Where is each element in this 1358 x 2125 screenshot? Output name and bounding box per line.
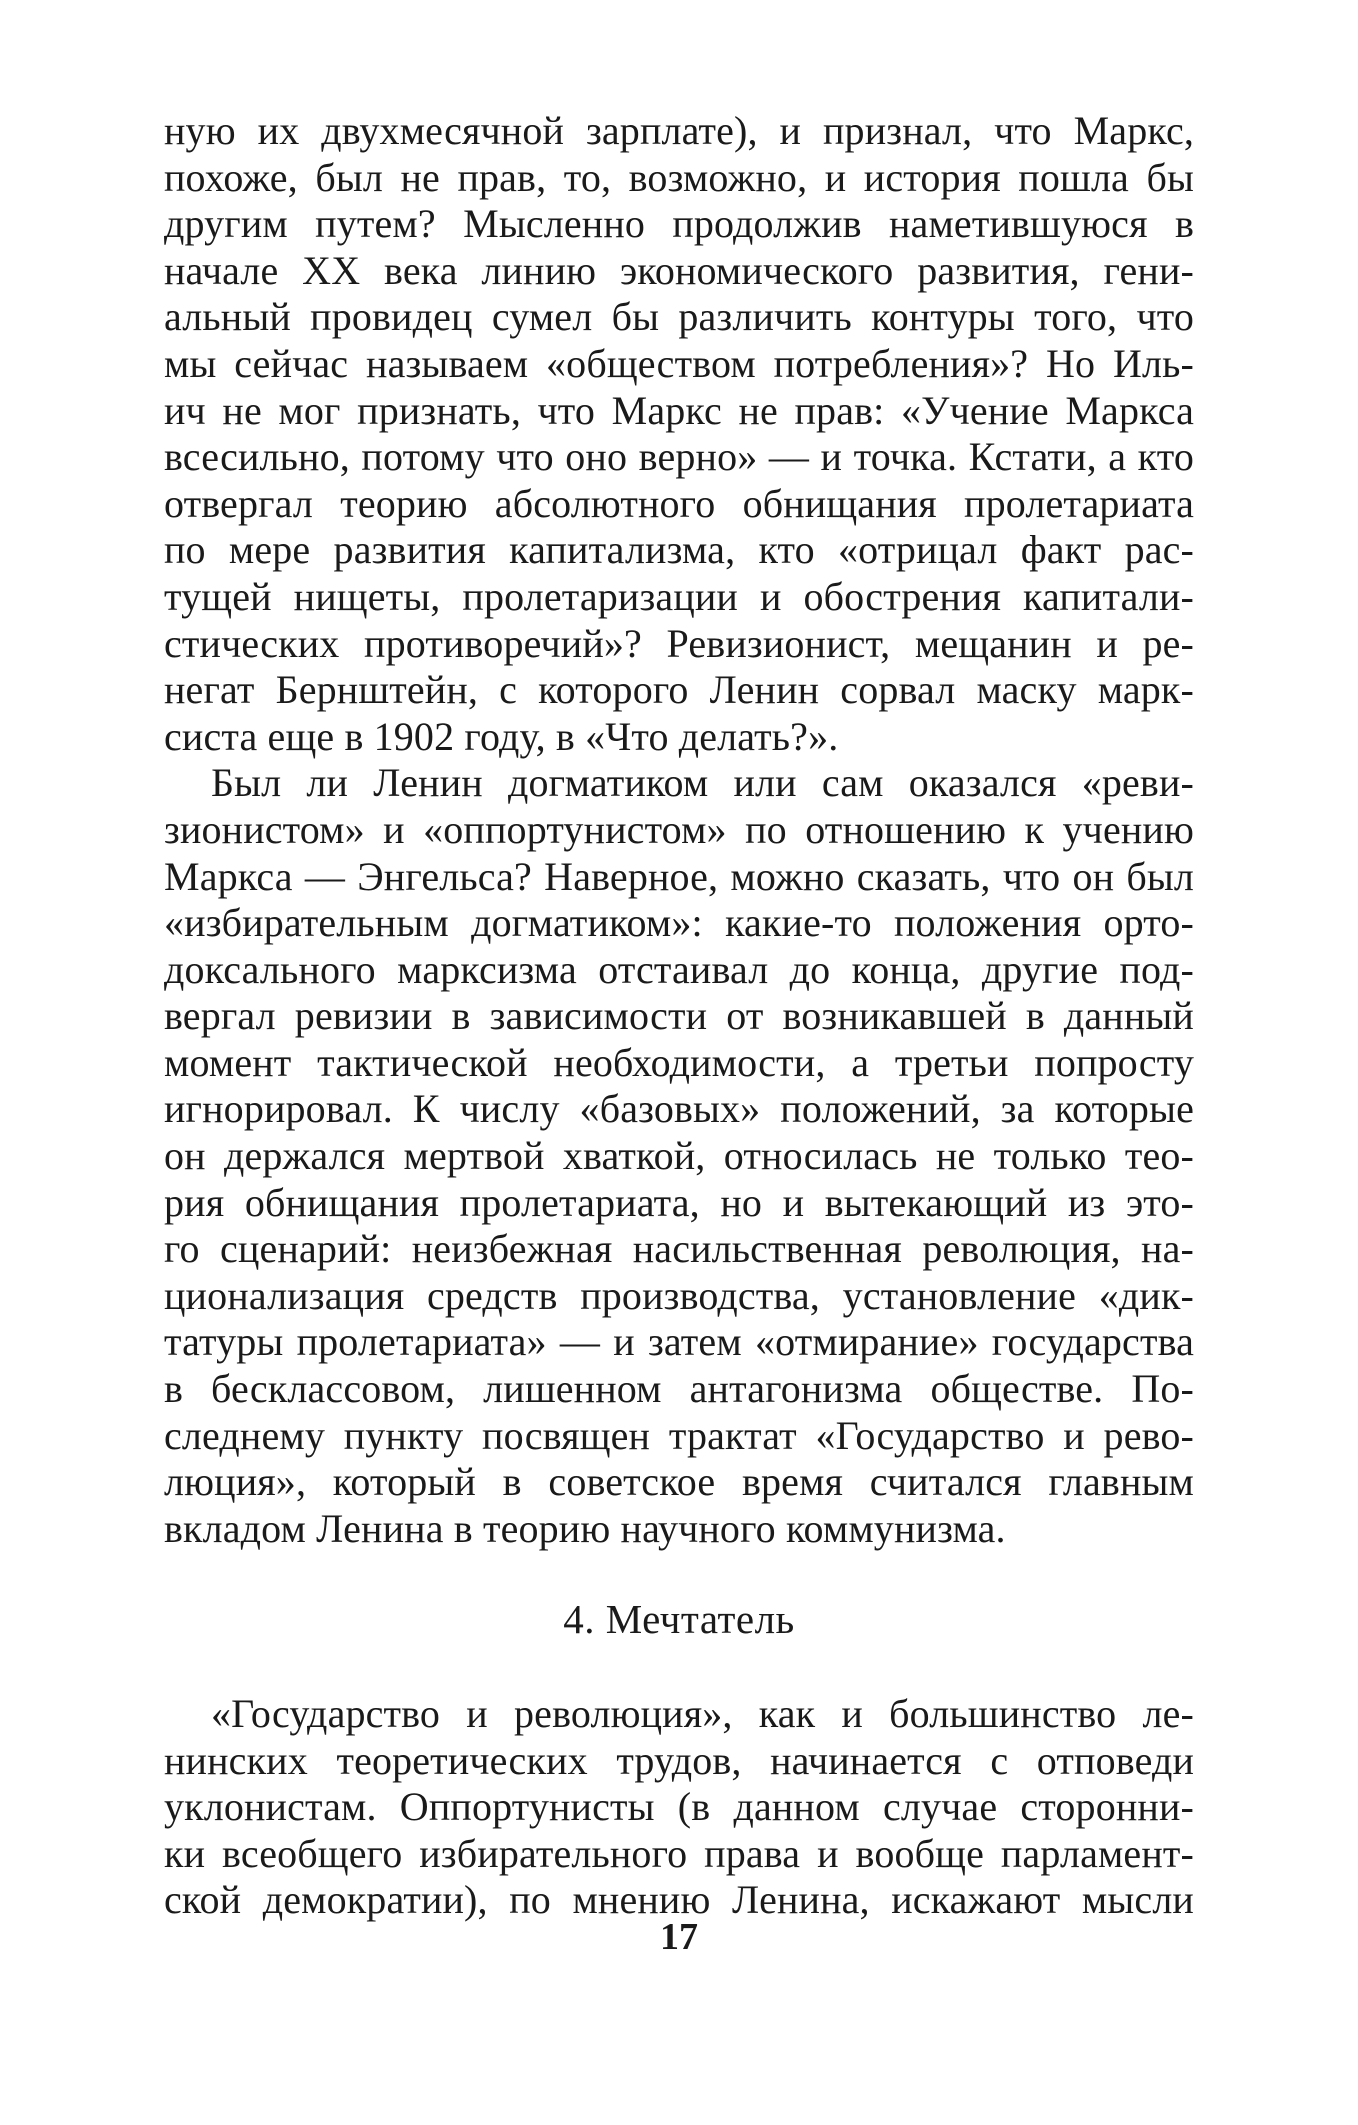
text-line: похоже, был не прав, то, возможно, и история пошла бы — [164, 154, 1194, 200]
text-line: вкладом Ленина в теорию научного коммунизма. — [164, 1505, 1006, 1551]
text-line: отвергал теорию абсолютного обнищания пролетариата — [164, 480, 1194, 526]
text-line: начале XX века линию экономического развития, гени- — [164, 247, 1194, 293]
text-line: ки всеобщего избирательного права и вообще парламент- — [164, 1830, 1194, 1876]
text-line: татуры пролетариата» — и затем «отмирание» государства — [164, 1319, 1194, 1365]
text-line: по мере развития капитализма, кто «отрицал факт рас- — [164, 527, 1194, 573]
section-heading: 4. Мечтатель — [563, 1596, 795, 1642]
text-line: тущей нищеты, пролетаризации и обострения капитали- — [164, 573, 1194, 619]
text-line: альный провидец сумел бы различить контуры того, что — [164, 294, 1194, 340]
text-line: ской демократии), по мнению Ленина, искажают мысли — [164, 1877, 1194, 1923]
text-line: он держался мертвой хваткой, относилась не только тео- — [164, 1133, 1194, 1179]
text-line: систа еще в 1902 году, в «Что делать?». — [164, 713, 839, 759]
paragraph-3 — [164, 1691, 1194, 1924]
text-line: стических противоречий»? Ревизионист, мещанин и ре- — [164, 620, 1194, 666]
text-line: го сценарий: неизбежная насильственная революция, на- — [164, 1226, 1194, 1272]
text-line: люция», который в советское время считался главным — [164, 1459, 1194, 1505]
text-line: мы сейчас называем «обществом потребления»? Но Иль- — [164, 340, 1194, 386]
text-line: момент тактической необходимости, а третьи попросту — [164, 1039, 1194, 1085]
paragraph-1 — [164, 108, 1194, 760]
text-line: нинских теоретических трудов, начинается с отповеди — [164, 1737, 1194, 1783]
text-line: следнему пункту посвящен трактат «Государство и рево- — [164, 1412, 1194, 1458]
text-line: рия обнищания пролетариата, но и вытекающий из это- — [164, 1179, 1194, 1225]
text-line: ционализация средств производства, установление «дик- — [164, 1272, 1194, 1318]
text-line: «избирательным догматиком»: какие-то положения орто- — [164, 900, 1194, 946]
text-line: негат Бернштейн, с которого Ленин сорвал маску марк- — [164, 667, 1194, 713]
text-line: Маркса — Энгельса? Наверное, можно сказать, что он был — [164, 853, 1194, 899]
text-line: всесильно, потому что оно верно» — и точка. Кстати, а кто — [164, 434, 1194, 480]
text-line: ич не мог признать, что Маркс не прав: «Учение Маркса — [164, 387, 1194, 433]
page-number: 17 — [660, 1916, 698, 1958]
text-line: игнорировал. К числу «базовых» положений, за которые — [164, 1086, 1194, 1132]
text-line: «Государство и революция», как и большинство ле- — [211, 1691, 1194, 1736]
page-body — [164, 108, 1194, 1923]
text-line: уклонистам. Оппортунисты (в данном случае сторонни- — [164, 1784, 1194, 1830]
text-line: вергал ревизии в зависимости от возникавшей в данный — [164, 993, 1194, 1039]
text-line: ную их двухмесячной зарплате), и признал, что Маркс, — [164, 108, 1194, 153]
text-line: другим путем? Мысленно продолжив наметившуюся в — [164, 201, 1194, 247]
text-line: зионистом» и «оппортунистом» по отношению к учению — [164, 806, 1194, 852]
paragraph-2 — [164, 760, 1194, 1552]
text-line: в бесклассовом, лишенном антагонизма обществе. По- — [164, 1366, 1194, 1412]
text-line: Был ли Ленин догматиком или сам оказался «реви- — [211, 760, 1194, 806]
text-line: доксального марксизма отстаивал до конца, другие под- — [164, 946, 1194, 992]
